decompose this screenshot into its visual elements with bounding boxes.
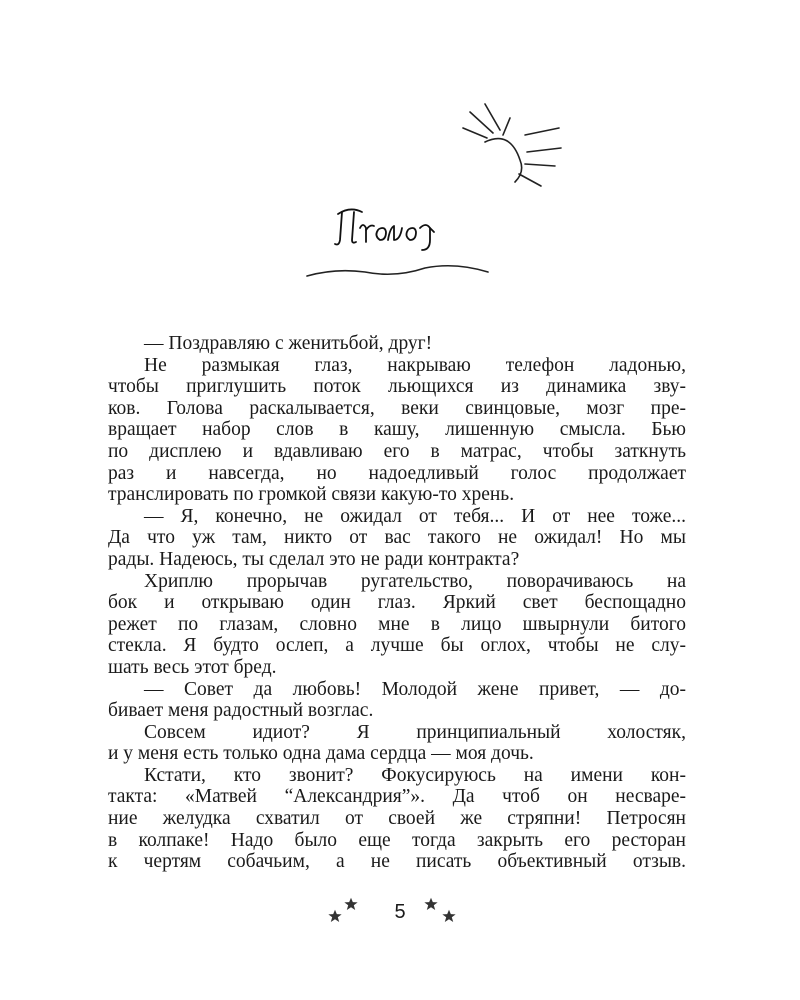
chapter-title-script <box>330 200 470 255</box>
text-line: — Совет да любовь! Молодой жене привет, — до- <box>144 678 686 700</box>
text-line: и у меня есть только одна дама сердца — моя дочь. <box>108 743 534 765</box>
page-footer <box>320 895 480 935</box>
star-icon <box>424 897 438 911</box>
text-line: ков. Голова раскалывается, веки свинцовые, мозг пре- <box>108 397 686 419</box>
page-number: 5 <box>394 901 406 923</box>
sun-doodle-icon <box>455 100 565 195</box>
text-line: — Я, конечно, не ожидал от тебя... И от нее тоже... <box>144 505 686 527</box>
text-line: рады. Надеюсь, ты сделал это не ради контракта? <box>108 548 520 570</box>
text-line: к чертям собачьим, а не писать объективный отзыв. <box>108 851 686 873</box>
body-text <box>108 333 686 873</box>
text-line: Да что уж там, никто от вас такого не ожидал! Но мы <box>108 527 686 549</box>
text-line: транслировать по громкой связи какую-то хрень. <box>108 484 515 506</box>
text-line: чтобы приглушить поток льющихся из динамика зву- <box>108 376 686 398</box>
text-line: Кстати, кто звонит? Фокусируюсь на имени кон- <box>144 764 686 786</box>
text-line: по дисплею и вдавливаю его в матрас, чтобы заткнуть <box>108 440 686 462</box>
text-line: стекла. Я будто ослеп, а лучше бы оглох, чтобы не слу- <box>108 635 686 657</box>
text-line: режет по глазам, словно мне в лицо швырнули битого <box>108 613 686 635</box>
text-line: бивает меня радостный возглас. <box>108 700 374 722</box>
text-line: в колпаке! Надо было еще тогда закрыть его ресторан <box>108 829 686 851</box>
text-line: ние желудка схватил от своей же стряпни! Петросян <box>108 808 686 830</box>
text-line: вращает набор слов в кашу, лишенную смысла. Бью <box>108 419 686 441</box>
text-line: такта: «Матвей “Александрия”». Да чтоб он несваре- <box>108 786 686 808</box>
text-line: — Поздравляю с женитьбой, друг! <box>144 333 433 354</box>
text-line: Совсем идиот? Я принципиальный холостяк, <box>144 721 686 743</box>
text-line: Хриплю прорычав ругательство, поворачиваюсь на <box>144 570 686 592</box>
wave-doodle-icon <box>305 258 490 288</box>
text-line: Не размыкая глаз, накрываю телефон ладонью, <box>144 354 686 376</box>
text-line: бок и открываю один глаз. Яркий свет беспощадно <box>108 592 686 614</box>
text-line: раз и навсегда, но надоедливый голос продолжает <box>108 462 686 484</box>
text-line: шать весь этот бред. <box>108 656 277 678</box>
star-icon <box>442 909 456 923</box>
